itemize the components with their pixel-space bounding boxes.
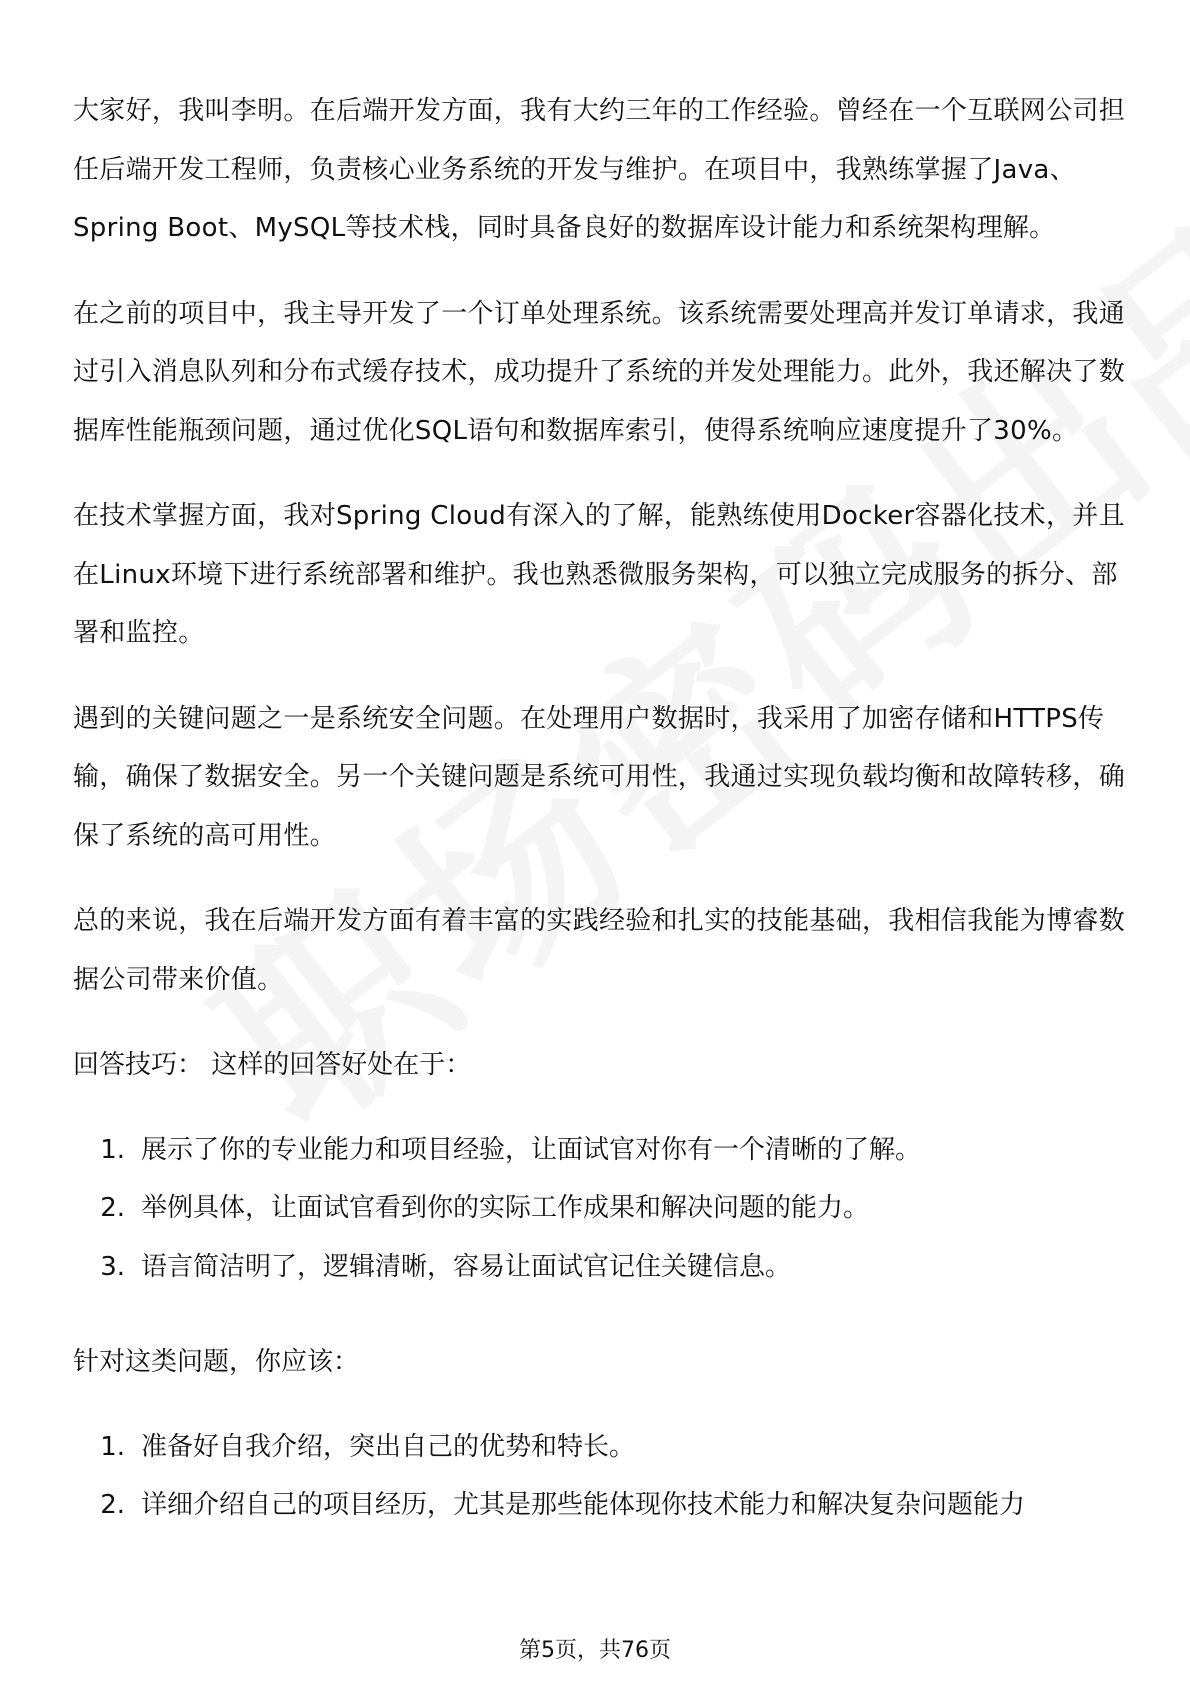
list-number: 1. xyxy=(100,1431,125,1462)
paragraph-problems: 遇到的关键问题之一是系统安全问题。在处理用户数据时，我采用了加密存储和HTTPS传输，确保了数据安全。另一个关键问题是系统可用性，我通过实现负载均衡和故障转移，确保了系统的高可用性。 xyxy=(73,703,1126,851)
paragraph-tech: 在技术掌握方面，我对Spring Cloud有深入的了解，能熟练使用Docker容器化技术，并且在Linux环境下进行系统部署和维护。我也熟悉微服务架构，可以独立完成服务的拆分、部署和监控。 xyxy=(73,501,1125,648)
list-item xyxy=(73,1179,1131,1238)
list-text: 展示了你的专业能力和项目经验，让面试官对你有一个清晰的了解。 xyxy=(141,1134,922,1165)
list-text: 准备好自我介绍，突出自己的优势和特长。 xyxy=(141,1431,636,1462)
page-number-footer: 第5页，共76页 xyxy=(519,1638,671,1663)
list-number: 3. xyxy=(100,1251,125,1282)
paragraph-summary: 总的来说，我在后端开发方面有着丰富的实践经验和扎实的技能基础，我相信我能为博睿数据公司带来价值。 xyxy=(73,906,1126,995)
advice-list xyxy=(73,1418,1131,1535)
page-content xyxy=(73,82,1131,1572)
paragraph-intro: 大家好，我叫李明。在后端开发方面，我有大约三年的工作经验。曾经在一个互联网公司担任后端开发工程师，负责核心业务系统的开发与维护。在项目中，我熟练掌握了Java、Spring Boot、MySQL等技术栈，同时具备良好的数据库设计能力和系统架构理解。 xyxy=(73,96,1126,243)
advice-heading: 针对这类问题，你应该： xyxy=(73,1347,360,1377)
list-number: 1. xyxy=(100,1134,125,1165)
paragraph-project: 在之前的项目中，我主导开发了一个订单处理系统。该系统需要处理高并发订单请求，我通过引入消息队列和分布式缓存技术，成功提升了系统的并发处理能力。此外，我还解决了数据库性能瓶颈问题，通过优化SQL语句和数据库索引，使得系统响应速度提升了30%。 xyxy=(73,298,1126,446)
list-number: 2. xyxy=(100,1490,125,1520)
tips-heading: 回答技巧： 这样的回答好处在于： xyxy=(73,1050,472,1080)
tips-list xyxy=(73,1121,1131,1297)
list-text: 举例具体，让面试官看到你的实际工作成果和解决问题的能力。 xyxy=(141,1193,870,1223)
list-number: 2. xyxy=(100,1193,125,1223)
list-item xyxy=(73,1238,1131,1297)
list-item xyxy=(73,1121,1131,1180)
list-text: 语言简洁明了，逻辑清晰，容易让面试官记住关键信息。 xyxy=(141,1251,792,1282)
list-item xyxy=(73,1418,1131,1477)
list-item xyxy=(73,1476,1131,1535)
list-text: 详细介绍自己的项目经历，尤其是那些能体现你技术能力和解决复杂问题能力 xyxy=(141,1490,1026,1520)
